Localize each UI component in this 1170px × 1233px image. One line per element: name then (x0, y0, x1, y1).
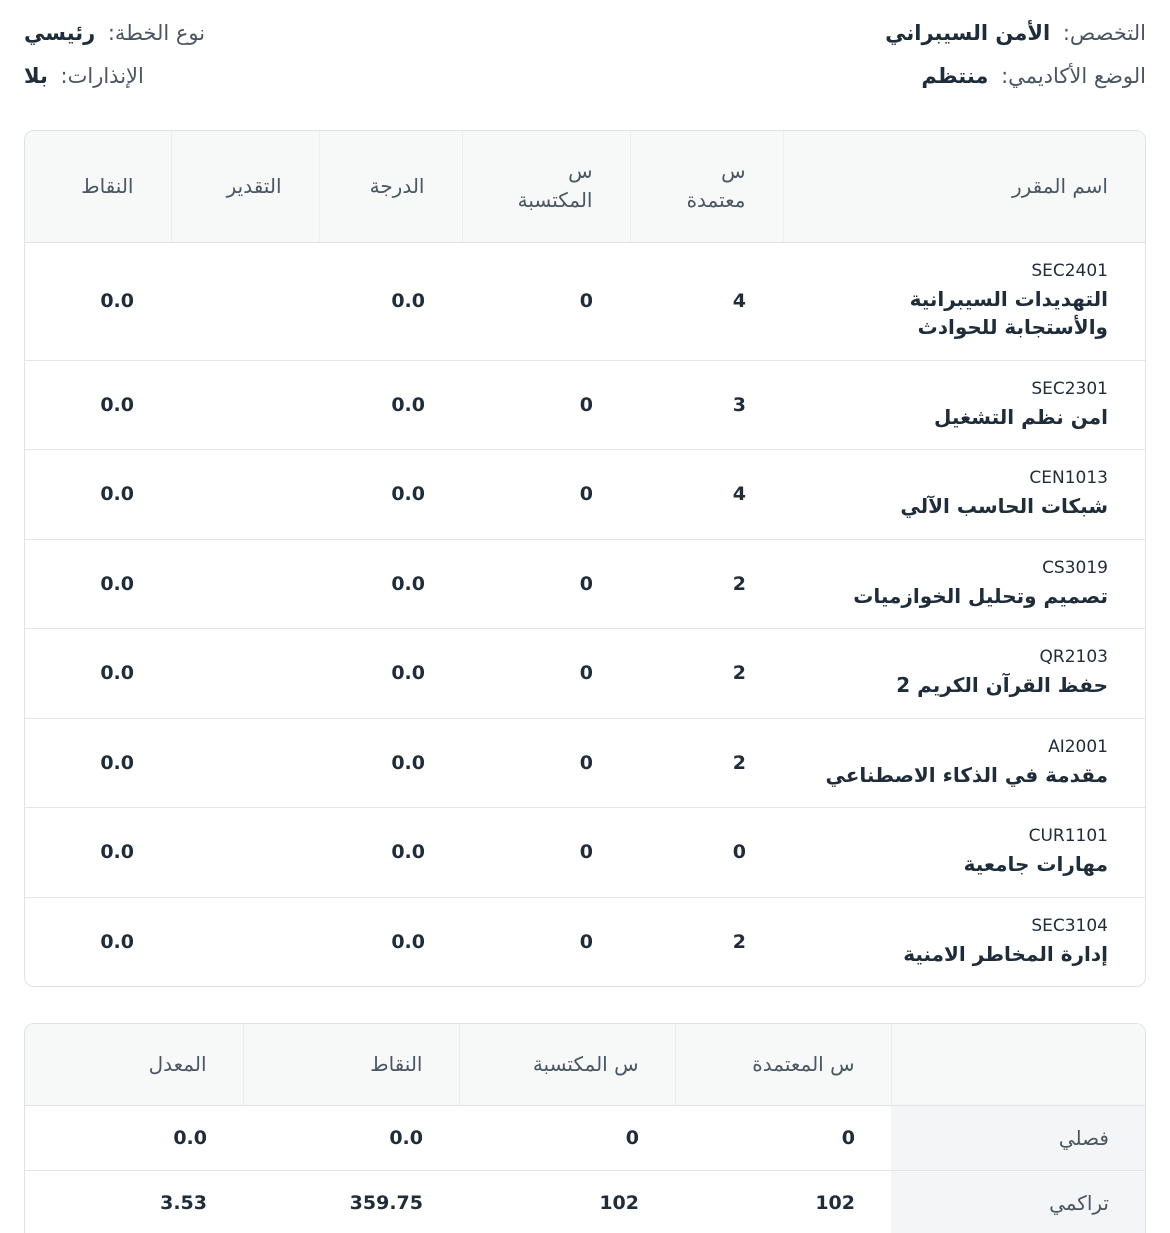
table-row (24, 450, 1145, 540)
rating-cell (171, 718, 319, 808)
points-cell: 0.0 (24, 718, 171, 808)
summary-header-blank (891, 1024, 1145, 1105)
credit-hours-cell: 4 (630, 242, 783, 360)
summary-row-semester (25, 1105, 1145, 1170)
header-earned-hours: س المكتسبة (462, 131, 630, 242)
table-row (24, 360, 1145, 450)
summary-gpa: 3.53 (160, 1191, 207, 1214)
table-row (24, 897, 1145, 987)
earned-hours-cell: 0 (579, 931, 593, 953)
course-code: CEN1013 (1029, 468, 1108, 489)
rating-cell (171, 897, 319, 987)
rating-cell (171, 450, 319, 540)
rating-cell (171, 539, 319, 629)
table-row (24, 539, 1145, 629)
header-points: النقاط (24, 131, 171, 242)
summary-header-gpa: المعدل (25, 1024, 243, 1105)
course-cell (783, 450, 1145, 540)
academic-status-value: منتظم (921, 64, 989, 88)
grade-cell: 0.0 (319, 242, 462, 360)
summary-header-credit-hours: س المعتمدة (675, 1024, 891, 1105)
academic-status-info (921, 64, 1146, 88)
points-cell: 0.0 (24, 539, 171, 629)
warnings-value: بلا (24, 64, 48, 88)
course-code: QR2103 (1039, 647, 1108, 668)
course-code: SEC3104 (1031, 916, 1108, 936)
courses-table-card (24, 130, 1146, 987)
points-cell: 0.0 (100, 931, 134, 953)
summary-row-cumulative (25, 1170, 1145, 1233)
course-cell (783, 718, 1145, 808)
plan-type-label: نوع الخطة: (107, 21, 206, 45)
credit-hours-cell: 3 (630, 360, 783, 450)
course-cell (783, 360, 1145, 450)
earned-hours-cell: 0 (462, 539, 630, 629)
courses-table (24, 131, 1145, 987)
grade-cell: 0.0 (319, 450, 462, 540)
summary-earned-hours: 0 (459, 1105, 675, 1170)
rating-cell (171, 629, 319, 719)
summary-points: 359.75 (349, 1191, 423, 1214)
plan-type-value: رئيسي (24, 21, 96, 45)
course-cell (783, 242, 1145, 360)
rating-cell (171, 360, 319, 450)
points-cell: 0.0 (24, 629, 171, 719)
earned-hours-cell: 0 (462, 629, 630, 719)
rating-cell (171, 808, 319, 898)
major-label: التخصص: (1062, 21, 1146, 45)
summary-credit-hours: 102 (815, 1191, 855, 1214)
earned-hours-cell: 0 (462, 242, 630, 360)
points-cell: 0.0 (24, 450, 171, 540)
points-cell: 0.0 (24, 360, 171, 450)
student-info-row-2 (24, 61, 1146, 91)
major-info (885, 21, 1146, 45)
grade-cell: 0.0 (319, 629, 462, 719)
credit-hours-cell: 2 (732, 931, 746, 953)
major-value: الأمن السيبراني (885, 21, 1051, 45)
summary-gpa: 0.0 (25, 1105, 243, 1170)
table-row (24, 718, 1145, 808)
header-credit-hours: س معتمدة (630, 131, 783, 242)
course-name: إدارة المخاطر الامنية (903, 942, 1108, 966)
course-code: CUR1101 (1028, 826, 1108, 847)
academic-status-label: الوضع الأكاديمي: (1001, 64, 1146, 88)
course-cell (783, 897, 1145, 987)
points-cell: 0.0 (24, 242, 171, 360)
course-code: SEC2301 (1031, 378, 1108, 399)
points-cell: 0.0 (24, 808, 171, 898)
course-code: SEC2401 (1031, 261, 1108, 281)
course-cell (783, 808, 1145, 898)
rating-cell (171, 242, 319, 360)
header-grade: الدرجة (319, 131, 462, 242)
course-name: شبكات الحاسب الآلي (900, 494, 1108, 519)
grade-cell: 0.0 (319, 718, 462, 808)
course-name: تصميم وتحليل الخوازميات (853, 583, 1108, 608)
grade-cell: 0.0 (319, 539, 462, 629)
summary-credit-hours: 0 (675, 1105, 891, 1170)
course-name: مهارات جامعية (963, 852, 1108, 877)
course-name: التهديدات السيبرانية والأستجابة للحوادث (909, 287, 1108, 339)
table-row (24, 629, 1145, 719)
plan-type-info (24, 21, 205, 45)
credit-hours-cell: 2 (630, 629, 783, 719)
summary-header-earned-hours: س المكتسبة (459, 1024, 675, 1105)
student-info (24, 0, 1146, 110)
summary-header-row (25, 1024, 1145, 1105)
course-name: امن نظم التشغيل (933, 404, 1108, 429)
warnings-label: الإنذارات: (60, 64, 144, 88)
summary-row-label: فصلي (891, 1105, 1145, 1170)
grade-cell: 0.0 (319, 808, 462, 898)
header-course-name: اسم المقرر (783, 131, 1145, 242)
credit-hours-cell: 2 (630, 539, 783, 629)
grade-cell: 0.0 (391, 931, 425, 953)
course-cell (783, 539, 1145, 629)
credit-hours-cell: 2 (630, 718, 783, 808)
table-row (24, 808, 1145, 898)
warnings-info (24, 64, 144, 88)
course-cell (783, 629, 1145, 719)
earned-hours-cell: 0 (462, 808, 630, 898)
header-rating: التقدير (171, 131, 319, 242)
table-row (24, 242, 1145, 360)
course-code: AI2001 (1048, 736, 1108, 757)
earned-hours-cell: 0 (462, 718, 630, 808)
student-info-row-1 (24, 18, 1146, 48)
summary-earned-hours: 102 (599, 1191, 639, 1214)
credit-hours-cell: 0 (630, 808, 783, 898)
credit-hours-cell: 4 (630, 450, 783, 540)
earned-hours-cell: 0 (462, 360, 630, 450)
courses-header-row (24, 131, 1145, 242)
summary-points: 0.0 (243, 1105, 459, 1170)
summary-table-card (24, 1023, 1146, 1233)
grade-cell: 0.0 (319, 360, 462, 450)
course-code: CS3019 (1042, 557, 1108, 578)
course-name: حفظ القرآن الكريم 2 (896, 673, 1108, 698)
summary-table (25, 1024, 1145, 1233)
summary-header-points: النقاط (243, 1024, 459, 1105)
earned-hours-cell: 0 (462, 450, 630, 540)
summary-row-label: تراكمي (891, 1170, 1145, 1233)
course-name: مقدمة في الذكاء الاصطناعي (825, 762, 1108, 787)
